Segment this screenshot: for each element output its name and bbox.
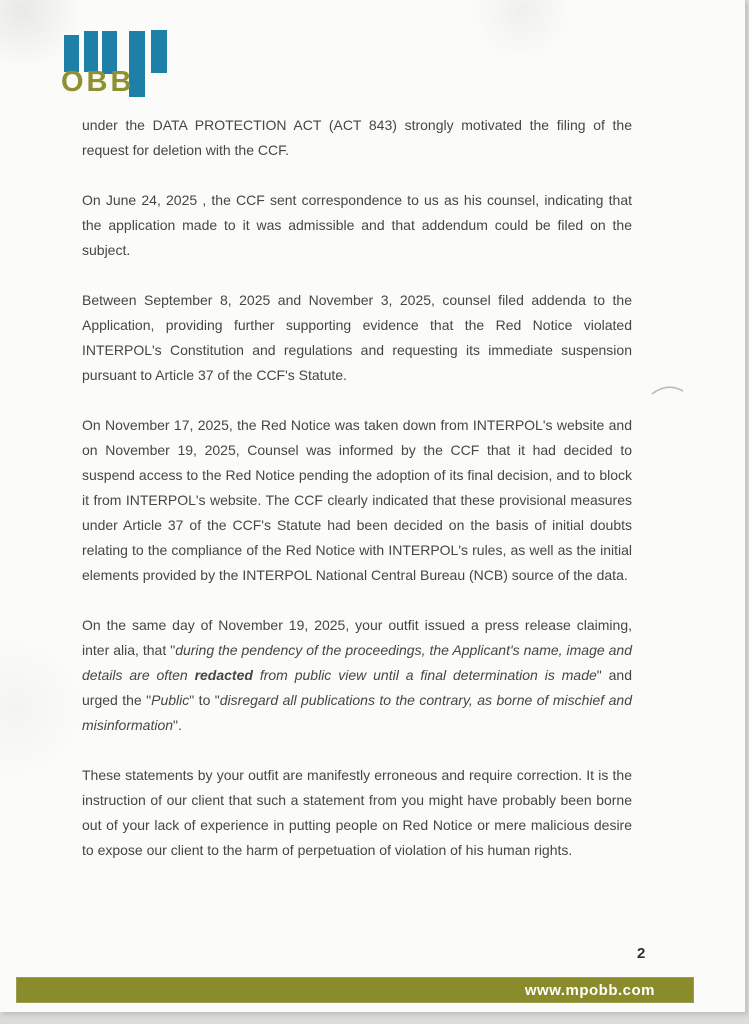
paragraph: On November 17, 2025, the Red Notice was taken down from INTERPOL's website and on November 19, 2025, Counsel was informed by the CCF that it had decided to suspend access to the Red Notice pending the adoption of its final decision, and to block it from INTERPOL's website. The CCF clearly indicated that these provisional measures under Article 37 of the CCF's Statute had been decided on the basis of initial doubts relating to the compliance of the Red Notice with INTERPOL's rules, as well as the initial elements provided by the INTERPOL National Central Bureau (NCB) source of the data.: [82, 417, 632, 583]
logo-bar-icon: [151, 30, 167, 73]
paragraph: On the same day of November 19, 2025, your outfit issued a press release claiming, inter alia, that "during the pendency of the proceedings, the Applicant's name, image and details are often redacted from public view until a final determination is made" and urged the "Public" to "disregard all publications to the contrary, as borne of mischief and misinformation".: [82, 617, 632, 733]
footer-bar: [16, 977, 694, 1003]
paragraph: Between September 8, 2025 and November 3, 2025, counsel filed addenda to the Application, providing further supporting evidence that the Red Notice violated INTERPOL's Constitution and regulations and requesting its immediate suspension pursuant to Article 37 of the CCF's Statute.: [82, 292, 632, 383]
letter-body: [82, 113, 632, 888]
pen-mark-artifact: [650, 381, 686, 399]
paragraph: under the DATA PROTECTION ACT (ACT 843) strongly motivated the filing of the request for deletion with the CCF.: [82, 117, 632, 158]
footer-website: www.mpobb.com: [524, 981, 655, 999]
paragraph: On June 24, 2025 , the CCF sent correspondence to us as his counsel, indicating that the application made to it was admissible and that addendum could be filed on the subject.: [82, 192, 632, 258]
logo-text: OBB: [61, 66, 135, 98]
page-number: 2: [637, 945, 646, 962]
paragraph: These statements by your outfit are manifestly erroneous and require correction. It is the instruction of our client that such a statement from you might have probably been borne out of your lack of experience in putting people on Red Notice or mere malicious desire to expose our client to the harm of perpetuation of violation of his human rights.: [82, 767, 632, 858]
